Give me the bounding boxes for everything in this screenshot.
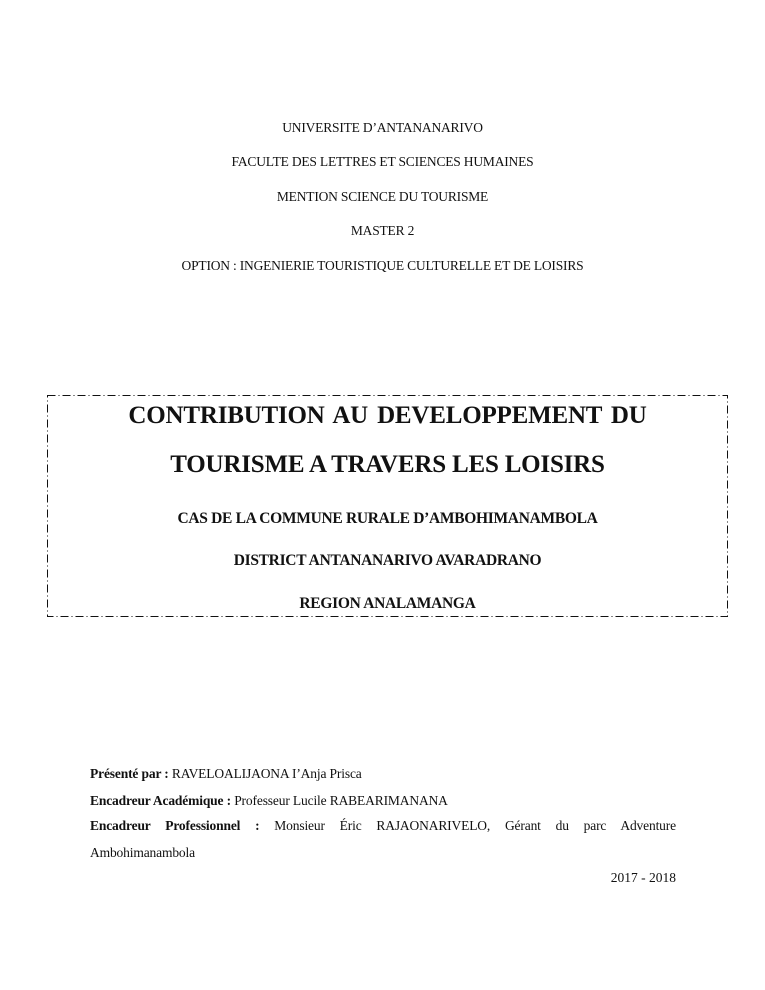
- university-name: UNIVERSITE D’ANTANANARIVO: [282, 120, 483, 135]
- presented-by-label: Présenté par :: [90, 766, 169, 781]
- academic-year: 2017 - 2018: [610, 870, 676, 885]
- thesis-title-line-1: CONTRIBUTION AU DEVELOPPEMENT DU: [128, 402, 647, 429]
- academic-supervisor-label: Encadreur Académique :: [90, 793, 231, 808]
- academic-supervisor: [90, 793, 676, 809]
- professional-supervisor-continued: Ambohimanambola: [90, 845, 195, 860]
- district-subtitle: DISTRICT ANTANANARIVO AVARADRANO: [233, 552, 542, 569]
- academic-supervisor-value: Professeur Lucile RABEARIMANANA: [234, 793, 448, 808]
- case-study-subtitle: CAS DE LA COMMUNE RURALE D’AMBOHIMANAMBOLA: [177, 510, 598, 527]
- option-name: OPTION : INGENIERIE TOURISTIQUE CULTURELLE ET DE LOISIRS: [181, 258, 584, 273]
- professional-supervisor-label: Encadreur Professionnel :: [90, 818, 260, 833]
- professional-supervisor-value: Monsieur Éric RAJAONARIVELO, Gérant du parc Adventure: [274, 818, 676, 833]
- mention-name: MENTION SCIENCE DU TOURISME: [276, 189, 489, 204]
- presented-by: [90, 766, 676, 782]
- presented-by-value: RAVELOALIJAONA I’Anja Prisca: [171, 766, 362, 781]
- thesis-title-line-2: TOURISME A TRAVERS LES LOISIRS: [170, 451, 605, 478]
- region-subtitle: REGION ANALAMANGA: [299, 595, 476, 612]
- title-frame: [47, 395, 728, 617]
- professional-supervisor: [90, 818, 676, 834]
- degree-level: MASTER 2: [350, 223, 415, 238]
- faculty-name: FACULTE DES LETTRES ET SCIENCES HUMAINES: [231, 154, 534, 169]
